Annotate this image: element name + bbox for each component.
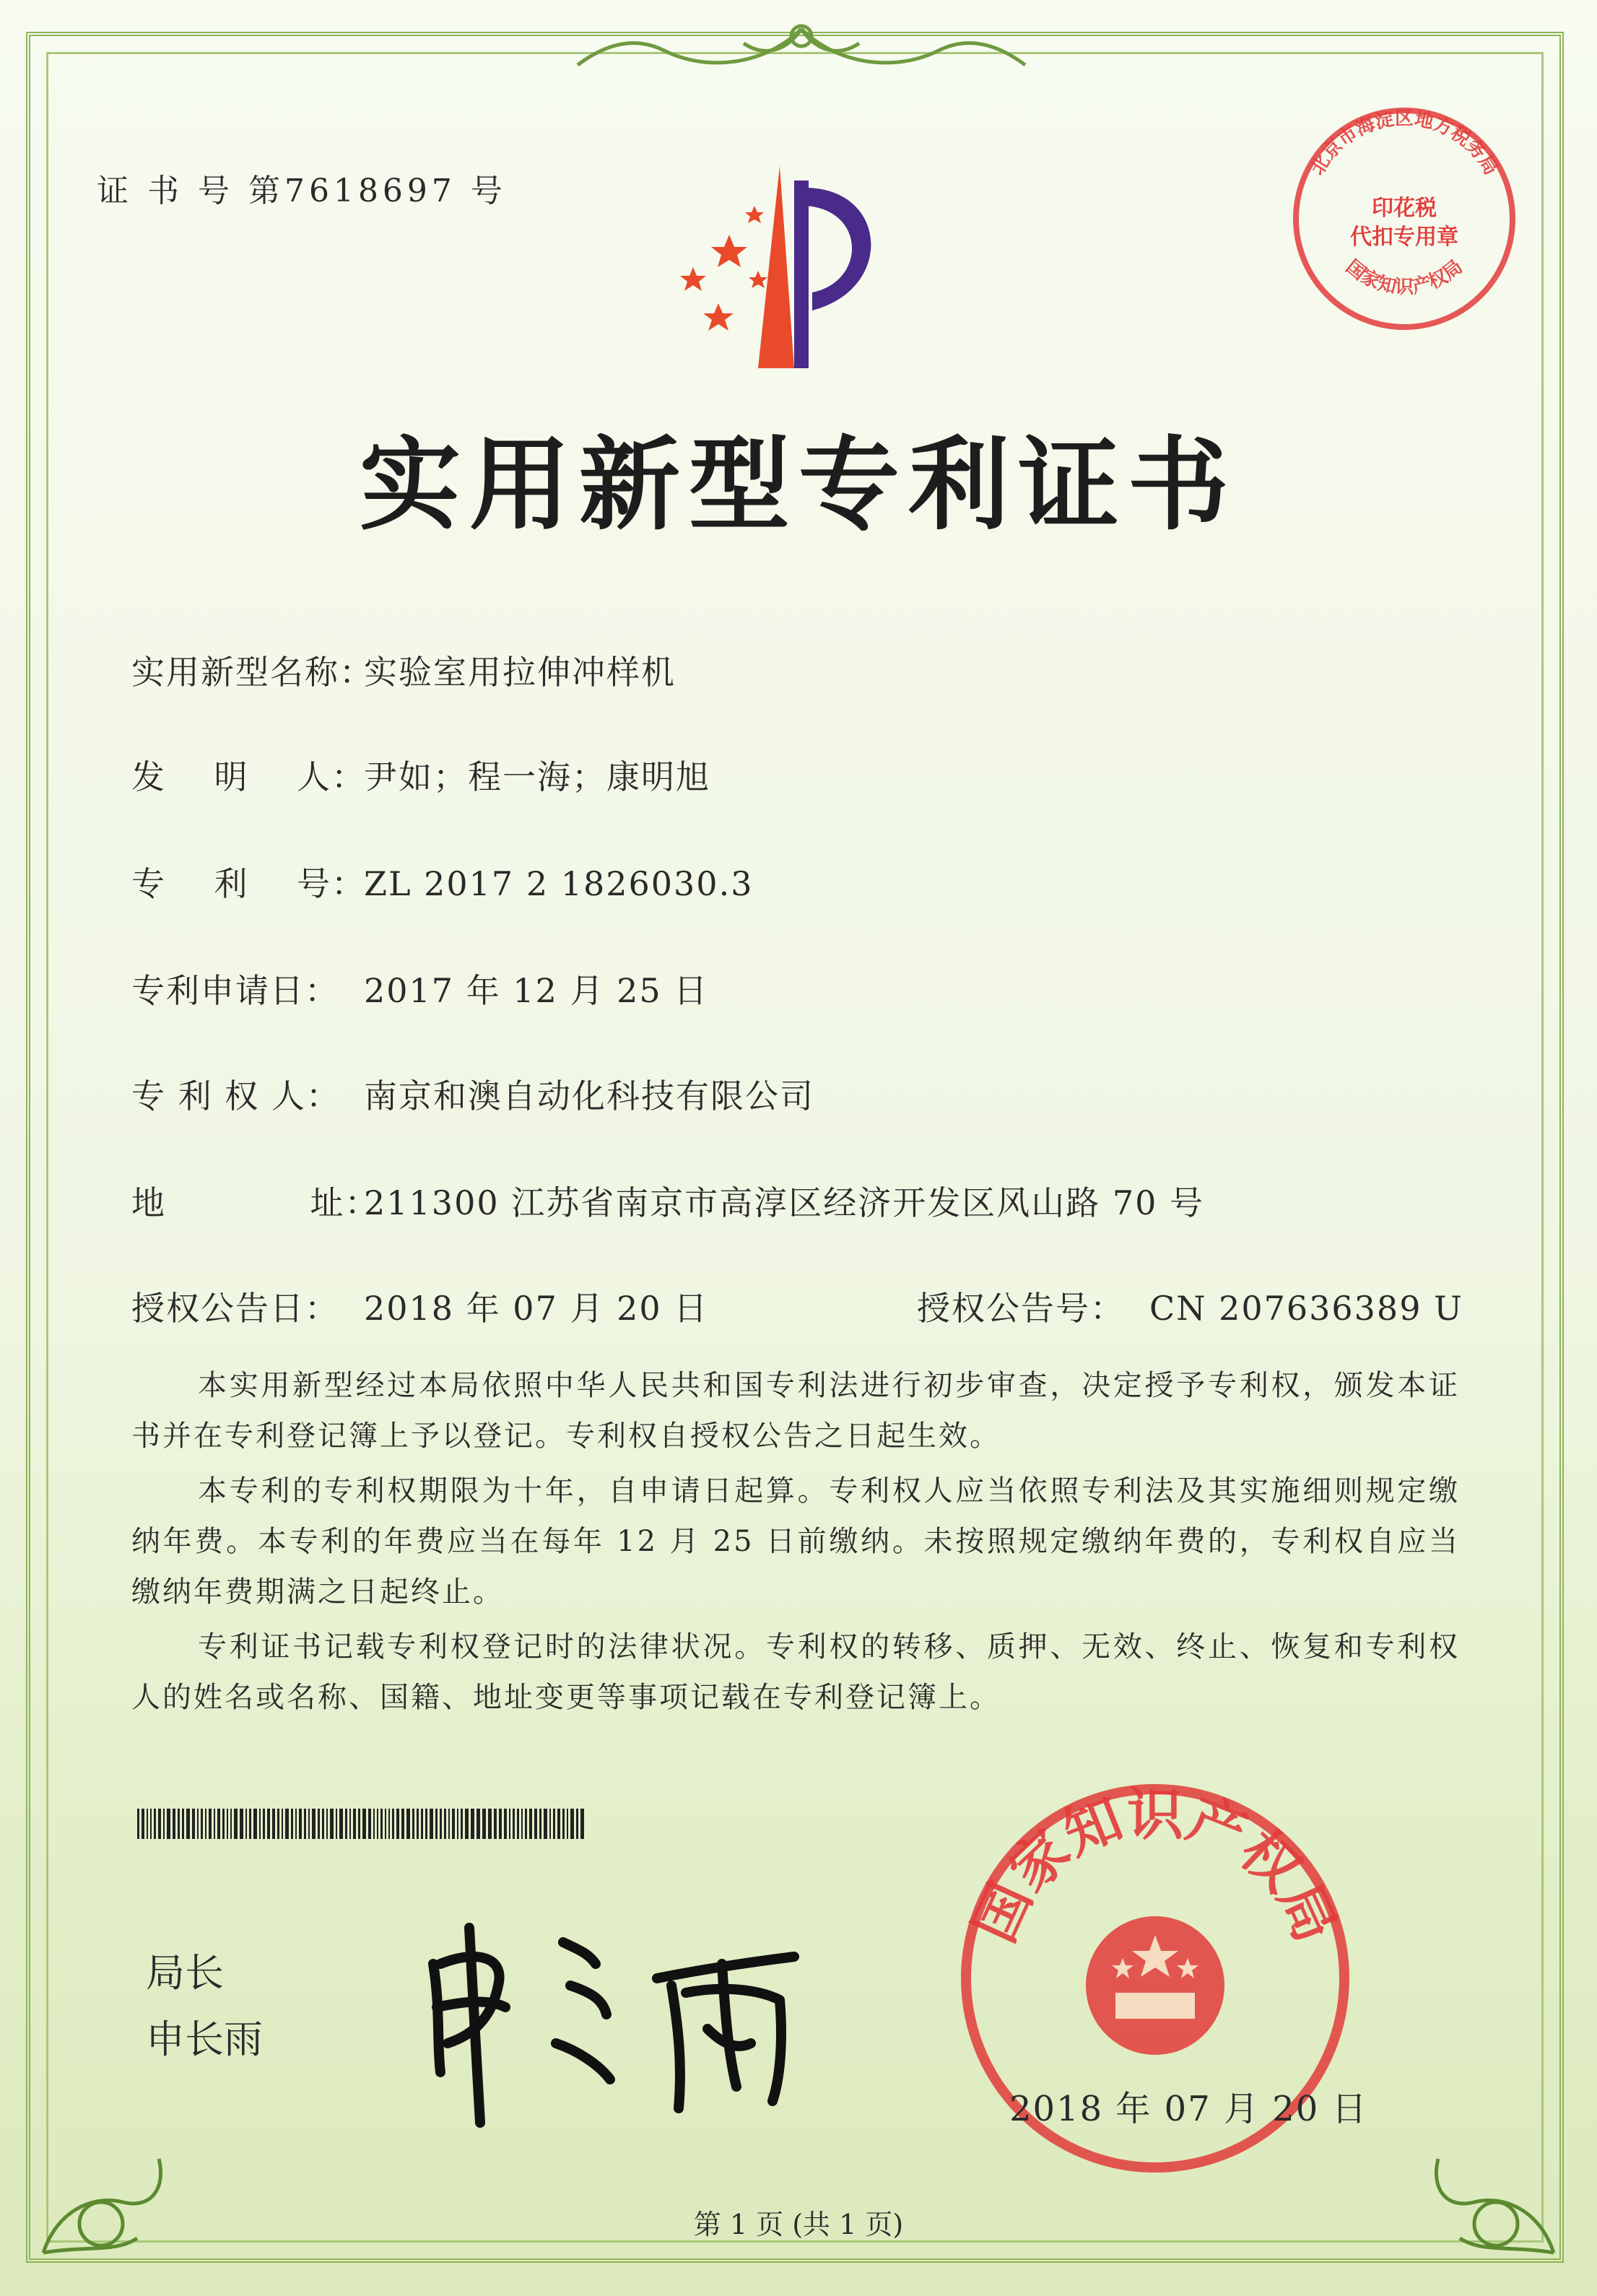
barcode-bar bbox=[249, 1809, 251, 1839]
barcode-bar bbox=[147, 1809, 148, 1839]
barcode-bar bbox=[349, 1809, 351, 1839]
barcode-bar bbox=[517, 1809, 519, 1839]
barcode-bar bbox=[158, 1809, 161, 1839]
barcode-bar bbox=[557, 1809, 560, 1839]
barcode-bar bbox=[304, 1809, 306, 1839]
barcode-bar bbox=[388, 1809, 390, 1839]
field-value: CN 207636389 U bbox=[1149, 1289, 1463, 1328]
barcode-bar bbox=[529, 1809, 532, 1839]
barcode-bar bbox=[358, 1809, 360, 1839]
barcode-bar bbox=[217, 1809, 220, 1839]
barcode-bar bbox=[267, 1809, 270, 1839]
barcode-bar bbox=[182, 1809, 184, 1839]
barcode-bar bbox=[214, 1809, 215, 1839]
director-name: 申长雨 bbox=[146, 2017, 263, 2062]
barcode-bar bbox=[291, 1809, 293, 1839]
barcode-bar bbox=[259, 1809, 261, 1839]
field-grant-date bbox=[131, 1282, 708, 1330]
field-label: 专 利 号： bbox=[131, 864, 366, 903]
barcode-bar bbox=[205, 1809, 206, 1839]
field-patentee bbox=[131, 1070, 814, 1118]
field-value: 南京和澳自动化科技有限公司 bbox=[364, 1077, 814, 1116]
barcode-icon bbox=[137, 1809, 585, 1839]
field-value: 2017 年 12 月 25 日 bbox=[364, 971, 709, 1010]
field-value: 实验室用拉伸冲样机 bbox=[364, 653, 676, 692]
barcode-bar bbox=[318, 1809, 320, 1839]
field-label: 地 址： bbox=[131, 1183, 380, 1222]
barcode-bar bbox=[234, 1809, 238, 1839]
barcode-bar bbox=[167, 1809, 170, 1839]
small-seal-bottom-text: 国家知识产权局 bbox=[1341, 256, 1467, 299]
barcode-bar bbox=[197, 1809, 199, 1839]
svg-text:北京市海淀区地方税务局 bbox=[1307, 108, 1502, 179]
barcode-bar bbox=[240, 1809, 243, 1839]
barcode-bar bbox=[362, 1809, 366, 1839]
field-address bbox=[131, 1177, 1204, 1225]
patent-office-logo-icon bbox=[650, 166, 939, 383]
field-filing-date bbox=[131, 965, 708, 1012]
barcode-bar bbox=[471, 1809, 474, 1839]
issue-date: 2018 年 07 月 20 日 bbox=[1009, 2089, 1368, 2129]
certificate-title: 实用新型专利证书 bbox=[359, 427, 1237, 544]
top-ornament-icon bbox=[549, 14, 1054, 94]
barcode-bar bbox=[421, 1809, 423, 1839]
barcode-bar bbox=[521, 1809, 523, 1839]
barcode-bar bbox=[417, 1809, 419, 1839]
barcode-bar bbox=[525, 1809, 527, 1839]
barcode-bar bbox=[373, 1809, 375, 1839]
barcode-bar bbox=[380, 1809, 383, 1839]
barcode-bar bbox=[509, 1809, 510, 1839]
barcode-bar bbox=[299, 1809, 302, 1839]
barcode-bar bbox=[430, 1809, 433, 1839]
barcode-bar bbox=[448, 1809, 450, 1839]
field-label: 实用新型名称： bbox=[131, 653, 374, 692]
barcode-bar bbox=[353, 1809, 356, 1839]
barcode-bar bbox=[230, 1809, 232, 1839]
barcode-bar bbox=[504, 1809, 507, 1839]
field-label: 授权公告号： bbox=[917, 1289, 1125, 1328]
certificate-body-text bbox=[131, 1360, 1460, 1727]
tax-stamp-seal-icon bbox=[1285, 100, 1523, 338]
barcode-bar bbox=[201, 1809, 203, 1839]
barcode-bar bbox=[553, 1809, 555, 1839]
barcode-bar bbox=[412, 1809, 414, 1839]
barcode-bar bbox=[308, 1809, 310, 1839]
barcode-bar bbox=[272, 1809, 275, 1839]
field-label: 发 明 人： bbox=[131, 757, 366, 796]
barcode-bar bbox=[142, 1809, 144, 1839]
small-seal-ring-text: 北京市海淀区地方税务局 bbox=[1306, 108, 1502, 179]
barcode-bar bbox=[173, 1809, 175, 1839]
barcode-bar bbox=[330, 1809, 334, 1839]
barcode-bar bbox=[567, 1809, 568, 1839]
paragraph: 本实用新型经过本局依照中华人民共和国专利法进行初步审查，决定授予专利权，颁发本证书并在专利登记簿上予以登记。专利权自授权公告之日起生效。 bbox=[131, 1369, 1460, 1453]
barcode-bar bbox=[339, 1809, 343, 1839]
paragraph: 本专利的专利权期限为十年，自申请日起算。专利权人应当依照专利法及其实施细则规定缴纳年费。本专利的年费应当在每年 12 月 25 日前缴纳。未按照规定缴纳年费的，专利权自应当缴纳年费期满之日起终止。 bbox=[131, 1474, 1460, 1609]
barcode-bar bbox=[435, 1809, 438, 1839]
barcode-bar bbox=[401, 1809, 404, 1839]
barcode-bar bbox=[285, 1809, 289, 1839]
barcode-bar bbox=[452, 1809, 455, 1839]
barcode-bar bbox=[534, 1809, 537, 1839]
barcode-bar bbox=[576, 1809, 578, 1839]
barcode-bar bbox=[396, 1809, 399, 1839]
barcode-bar bbox=[425, 1809, 427, 1839]
barcode-bar bbox=[406, 1809, 410, 1839]
barcode-bar bbox=[345, 1809, 347, 1839]
field-value: 2018 年 07 月 20 日 bbox=[364, 1289, 709, 1328]
small-seal-center-line2: 代扣专用章 bbox=[1350, 225, 1458, 250]
director-signature-icon bbox=[419, 1899, 823, 2130]
barcode-bar bbox=[539, 1809, 541, 1839]
barcode-bar bbox=[295, 1809, 297, 1839]
barcode-bar bbox=[457, 1809, 458, 1839]
barcode-bar bbox=[245, 1809, 247, 1839]
barcode-bar bbox=[253, 1809, 257, 1839]
barcode-bar bbox=[562, 1809, 565, 1839]
barcode-bar bbox=[570, 1809, 574, 1839]
barcode-bar bbox=[499, 1809, 502, 1839]
field-grant-number bbox=[917, 1282, 1463, 1330]
field-patent-number bbox=[131, 858, 753, 905]
barcode-bar bbox=[150, 1809, 152, 1839]
barcode-bar bbox=[385, 1809, 386, 1839]
barcode-bar bbox=[336, 1809, 337, 1839]
barcode-bar bbox=[192, 1809, 195, 1839]
svg-text:国家知识产权局 bbox=[1341, 256, 1467, 298]
barcode-bar bbox=[186, 1809, 190, 1839]
field-label: 授权公告日： bbox=[131, 1289, 339, 1328]
barcode-bar bbox=[222, 1809, 225, 1839]
barcode-bar bbox=[368, 1809, 371, 1839]
barcode-bar bbox=[440, 1809, 442, 1839]
barcode-bar bbox=[178, 1809, 180, 1839]
barcode-bar bbox=[326, 1809, 328, 1839]
field-utility-model-name bbox=[131, 646, 676, 694]
field-value: ZL 2017 2 1826030.3 bbox=[364, 864, 754, 903]
barcode-bar bbox=[322, 1809, 324, 1839]
field-inventors bbox=[131, 751, 710, 799]
barcode-bar bbox=[482, 1809, 486, 1839]
field-label: 专利申请日： bbox=[131, 971, 339, 1010]
paragraph: 专利证书记载专利权登记时的法律状况。专利权的转移、质押、无效、终止、恢复和专利权人的姓名或名称、国籍、地址变更等事项记载在专利登记簿上。 bbox=[131, 1630, 1460, 1714]
field-value: 尹如；程一海；康明旭 bbox=[364, 757, 710, 796]
barcode-bar bbox=[494, 1809, 497, 1839]
barcode-bar bbox=[154, 1809, 156, 1839]
barcode-bar bbox=[544, 1809, 547, 1839]
certificate-number: 证 书 号 第7618697 号 bbox=[97, 173, 507, 209]
page-number: 第 1 页 (共 1 页) bbox=[693, 2209, 904, 2240]
barcode-bar bbox=[137, 1809, 139, 1839]
director-title: 局长 bbox=[146, 1950, 224, 1996]
big-seal-text: 国家知识产权局 bbox=[962, 1783, 1349, 1952]
field-label: 专 利 权 人： bbox=[131, 1077, 341, 1116]
barcode-bar bbox=[227, 1809, 228, 1839]
barcode-bar bbox=[580, 1809, 584, 1839]
small-seal-center-line1: 印花税 bbox=[1372, 196, 1437, 221]
barcode-bar bbox=[163, 1809, 165, 1839]
barcode-bar bbox=[477, 1809, 480, 1839]
barcode-bar bbox=[513, 1809, 515, 1839]
barcode-bar bbox=[312, 1809, 316, 1839]
barcode-bar bbox=[277, 1809, 279, 1839]
barcode-bar bbox=[282, 1809, 283, 1839]
field-value: 211300 江苏省南京市高淳区经济开发区风山路 70 号 bbox=[364, 1183, 1204, 1222]
barcode-bar bbox=[465, 1809, 469, 1839]
barcode-bar bbox=[488, 1809, 492, 1839]
barcode-bar bbox=[549, 1809, 551, 1839]
barcode-bar bbox=[209, 1809, 212, 1839]
barcode-bar bbox=[263, 1809, 265, 1839]
barcode-bar bbox=[392, 1809, 394, 1839]
barcode-bar bbox=[377, 1809, 378, 1839]
barcode-bar bbox=[444, 1809, 446, 1839]
barcode-bar bbox=[461, 1809, 463, 1839]
